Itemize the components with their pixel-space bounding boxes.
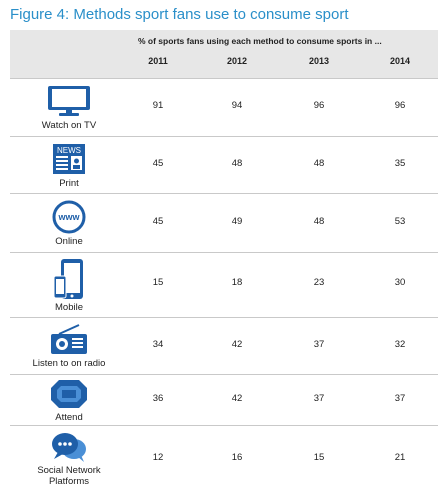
table-row	[10, 193, 438, 252]
row-label: Online	[55, 235, 83, 247]
row-label-cell	[10, 318, 128, 374]
row-label-cell	[10, 194, 128, 252]
figure-title: Figure 4: Methods sport fans use to consume sport	[10, 6, 349, 23]
table-row	[10, 425, 438, 492]
www-icon	[51, 200, 87, 234]
chat-bubbles-icon	[50, 431, 88, 463]
value-cell: 53	[394, 216, 406, 227]
row-label: Attend	[55, 411, 83, 423]
value-cell: 15	[313, 452, 325, 463]
value-cell: 23	[313, 277, 325, 288]
value-cell: 49	[231, 216, 243, 227]
row-label-cell	[10, 79, 128, 136]
value-cell: 36	[152, 393, 164, 404]
mobile-icon	[52, 258, 86, 300]
newspaper-icon	[51, 142, 87, 176]
row-label: Mobile	[55, 301, 83, 313]
row-label: Watch on TV	[41, 120, 97, 131]
value-cell: 21	[394, 452, 406, 463]
value-cell: 45	[152, 216, 164, 227]
row-label-cell	[10, 253, 128, 317]
value-cell: 45	[152, 158, 164, 169]
value-cell: 94	[231, 100, 243, 111]
value-cell: 37	[394, 393, 406, 404]
table-row	[10, 136, 438, 193]
radio-icon	[49, 324, 89, 356]
value-cell: 48	[231, 158, 243, 169]
value-cell: 96	[394, 100, 406, 111]
year-header-2013: 2013	[308, 56, 330, 66]
year-header-2012: 2012	[226, 56, 248, 66]
value-cell: 32	[394, 339, 406, 350]
value-cell: 48	[313, 216, 325, 227]
value-cell: 18	[231, 277, 243, 288]
value-cell: 42	[231, 339, 243, 350]
value-cell: 48	[313, 158, 325, 169]
value-cell: 15	[152, 277, 164, 288]
table-row	[10, 317, 438, 374]
value-cell: 42	[231, 393, 243, 404]
www-icon-text: www	[58, 211, 80, 222]
value-cell: 91	[152, 100, 164, 111]
year-header-2014: 2014	[389, 56, 411, 66]
data-table	[10, 30, 438, 492]
value-cell: 37	[313, 393, 325, 404]
row-label: Listen to on radio	[32, 357, 106, 369]
value-cell: 34	[152, 339, 164, 350]
value-cell: 37	[313, 339, 325, 350]
row-label-cell	[10, 375, 128, 425]
value-cell: 12	[152, 452, 164, 463]
newspaper-icon-text: NEWS	[57, 145, 81, 155]
column-group-header: % of sports fans using each method to consume sports in ...	[138, 36, 382, 46]
stadium-icon	[49, 378, 89, 410]
value-cell: 35	[394, 158, 406, 169]
table-header	[10, 30, 438, 78]
row-label-cell	[10, 137, 128, 193]
row-label: Social Network Platforms	[37, 465, 101, 487]
row-label: Print	[59, 177, 79, 189]
table-row	[10, 252, 438, 317]
table-row	[10, 374, 438, 425]
value-cell: 96	[313, 100, 325, 111]
value-cell: 16	[231, 452, 243, 463]
value-cell: 30	[394, 277, 406, 288]
year-header-2011: 2011	[148, 56, 168, 66]
row-label-cell	[10, 426, 128, 492]
table-row	[10, 78, 438, 136]
tv-icon	[46, 84, 92, 118]
